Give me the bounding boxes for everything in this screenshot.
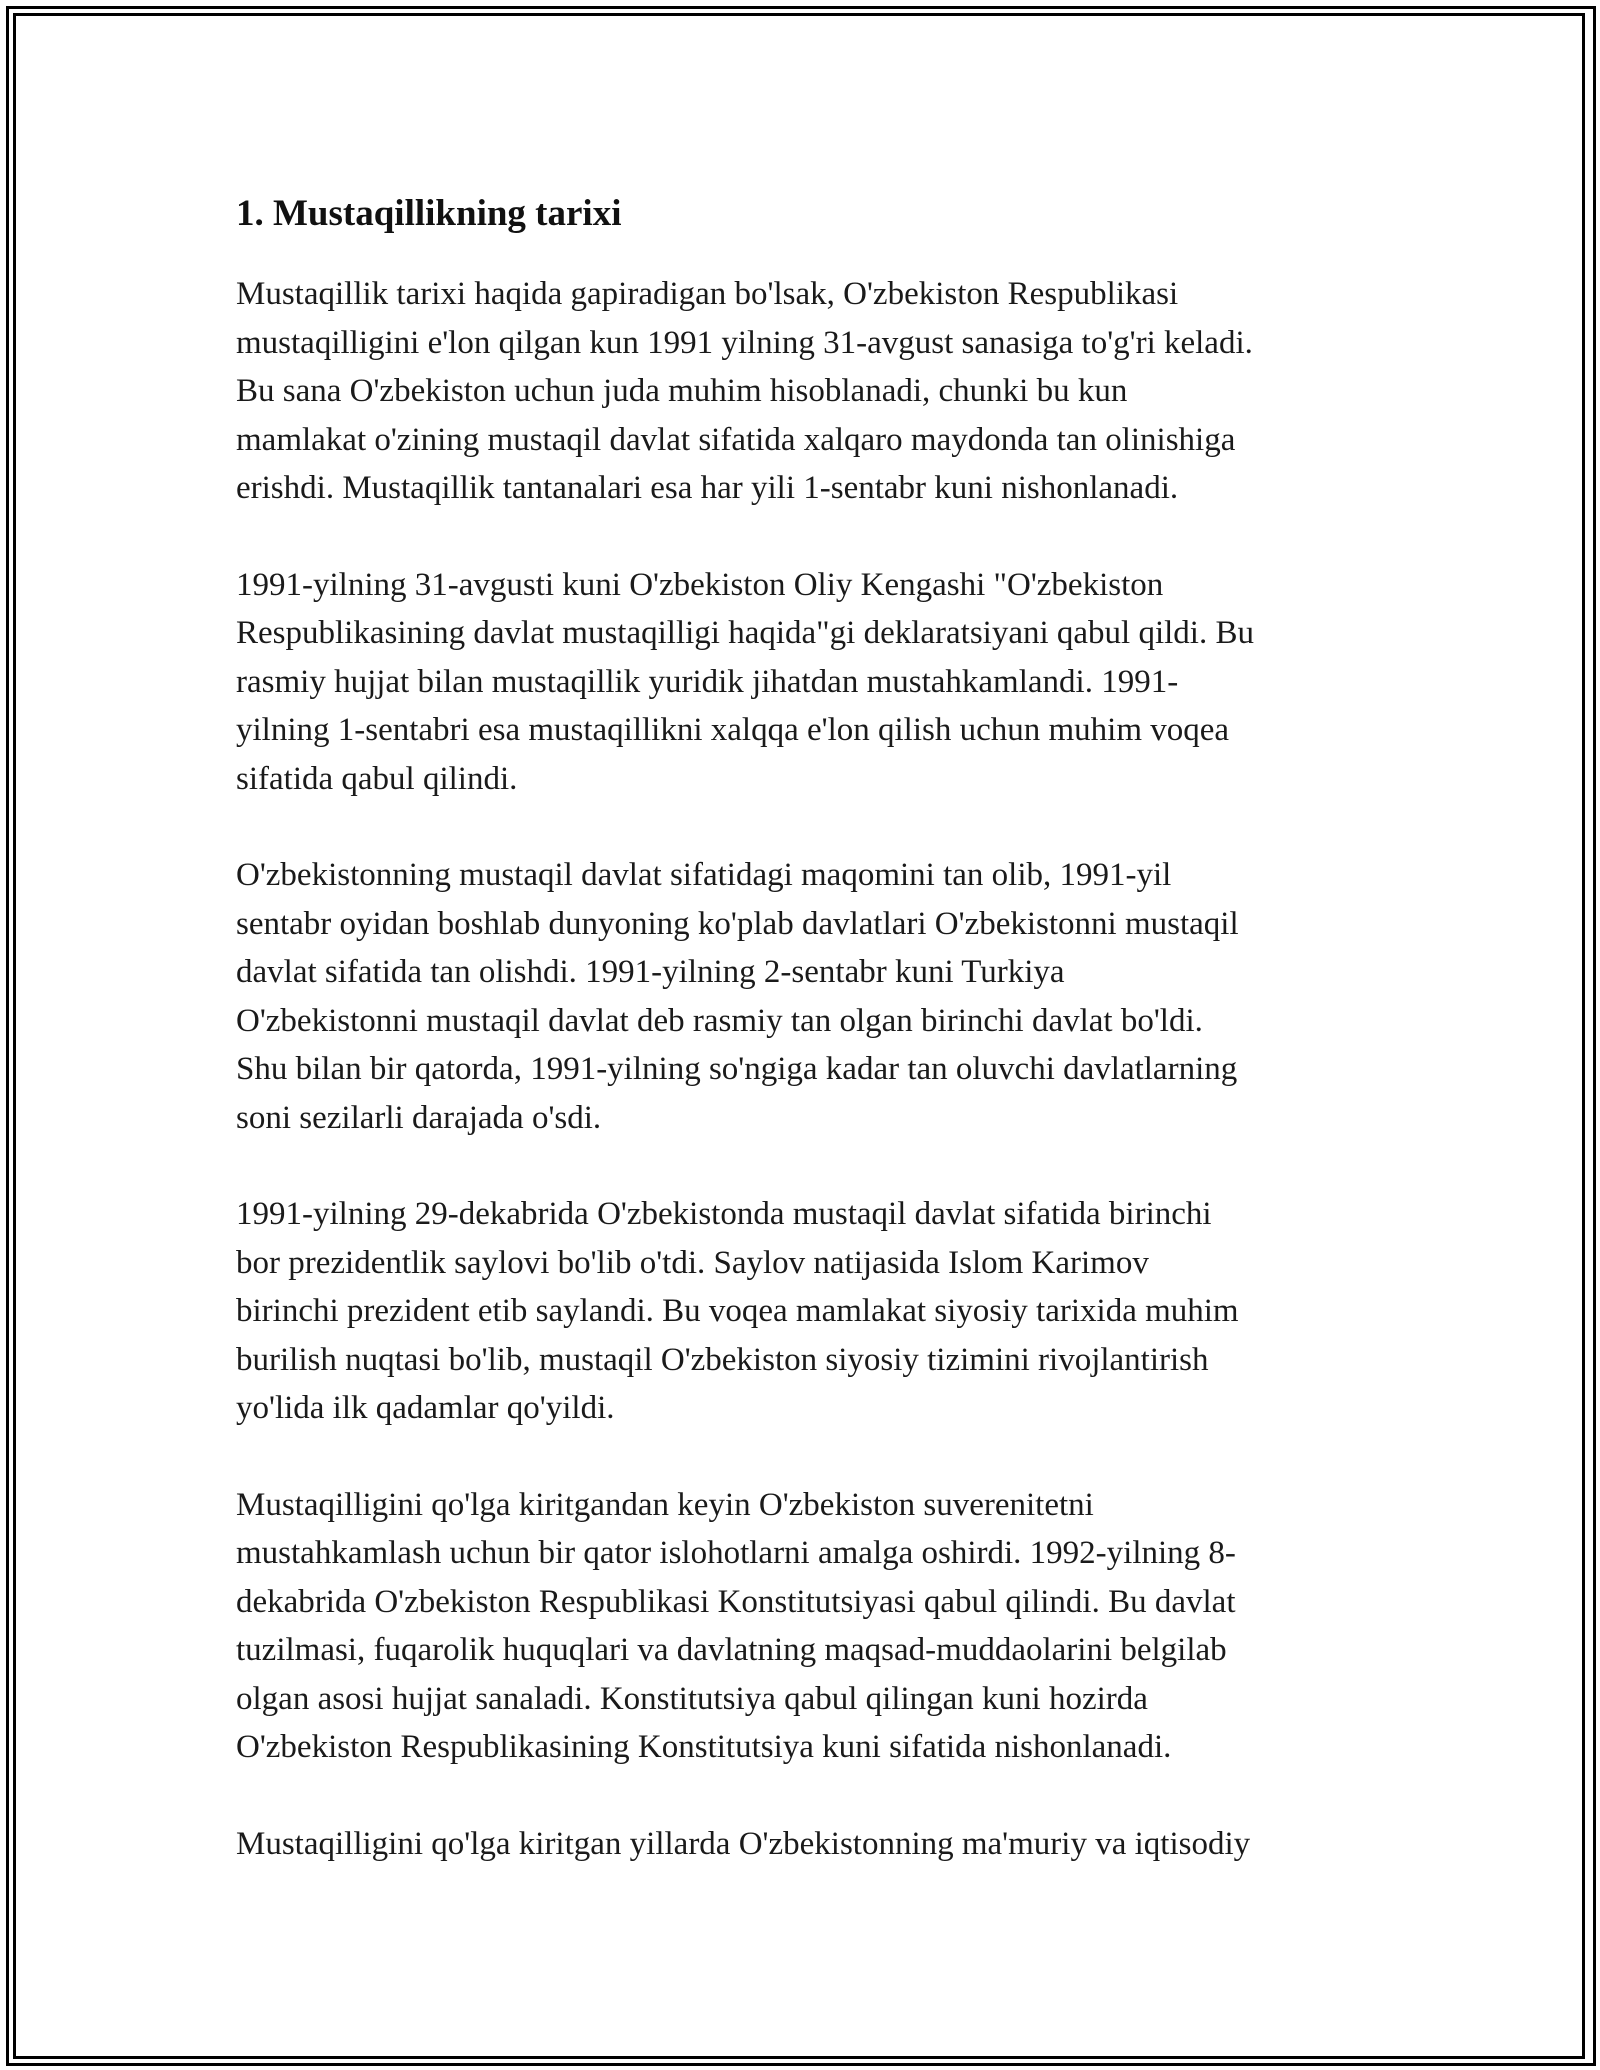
paragraph-4: 1991-yilning 29-dekabrida O'zbekistonda mustaqil davlat sifatida birinchi bor prezidentlik saylovi bo'lib o'tdi. Saylov natijasida Islom Karimov birinchi prezident etib saylandi. Bu voqea mamlakat siyosiy tarixida muhim burilish nuqtasi bo'lib, mustaqil O'zbekiston siyosiy tizimini rivojlantirish yo'lida ilk qadamlar qo'yildi. <box>236 1196 1239 1426</box>
paragraph-1: Mustaqillik tarixi haqida gapiradigan bo'lsak, O'zbekiston Respublikasi mustaqilligini e'lon qilgan kun 1991 yilning 31-avgust sanasiga to'g'ri keladi. Bu sana O'zbekiston uchun juda muhim hisoblanadi, chunki bu kun mamlakat o'zining mustaqil davlat sifatida xalqaro maydonda tan olinishiga erishdi. Mustaqillik tantanalari esa har yili 1-sentabr kuni nishonlanadi. <box>236 276 1253 506</box>
document-body <box>236 188 1386 1868</box>
paragraph-6: Mustaqilligini qo'lga kiritgan yillarda O'zbekistonning ma'muriy va iqtisodiy <box>236 1825 1251 1862</box>
section-heading: 1. Mustaqillikning tarixi <box>236 193 622 234</box>
paragraph-3: O'zbekistonning mustaqil davlat sifatidagi maqomini tan olib, 1991-yil sentabr oyidan boshlab dunyoning ko'plab davlatlari O'zbekistonni mustaqil davlat sifatida tan olishdi. 1991-yilning 2-sentabr kuni Turkiya O'zbekistonni mustaqil davlat deb rasmiy tan olgan birinchi davlat bo'ldi. Shu bilan bir qatorda, 1991-yilning so'ngiga kadar tan oluvchi davlatlarning soni sezilarli darajada o'sdi. <box>236 857 1239 1136</box>
paragraph-5: Mustaqilligini qo'lga kiritgandan keyin O'zbekiston suverenitetni mustahkamlash uchun bir qator islohotlarni amalga oshirdi. 1992-yilning 8- dekabrida O'zbekiston Respublikasi Konstitutsiyasi qabul qilindi. Bu davlat tuzilmasi, fuqarolik huquqlari va davlatning maqsad-muddaolarini belgilab olgan asosi hujjat sanaladi. Konstitutsiya qabul qilingan kuni hozirda O'zbekiston Respublikasining Konstitutsiya kuni sifatida nishonlanadi. <box>236 1486 1236 1765</box>
paragraph-2: 1991-yilning 31-avgusti kuni O'zbekiston Oliy Kengashi "O'zbekiston Respublikasining davlat mustaqilligi haqida"gi deklaratsiyani qabul qildi. Bu rasmiy hujjat bilan mustaqillik yuridik jihatdan mustahkamlandi. 1991- yilning 1-sentabri esa mustaqillikni xalqqa e'lon qilish uchun muhim voqea sifatida qabul qilindi. <box>236 566 1254 797</box>
